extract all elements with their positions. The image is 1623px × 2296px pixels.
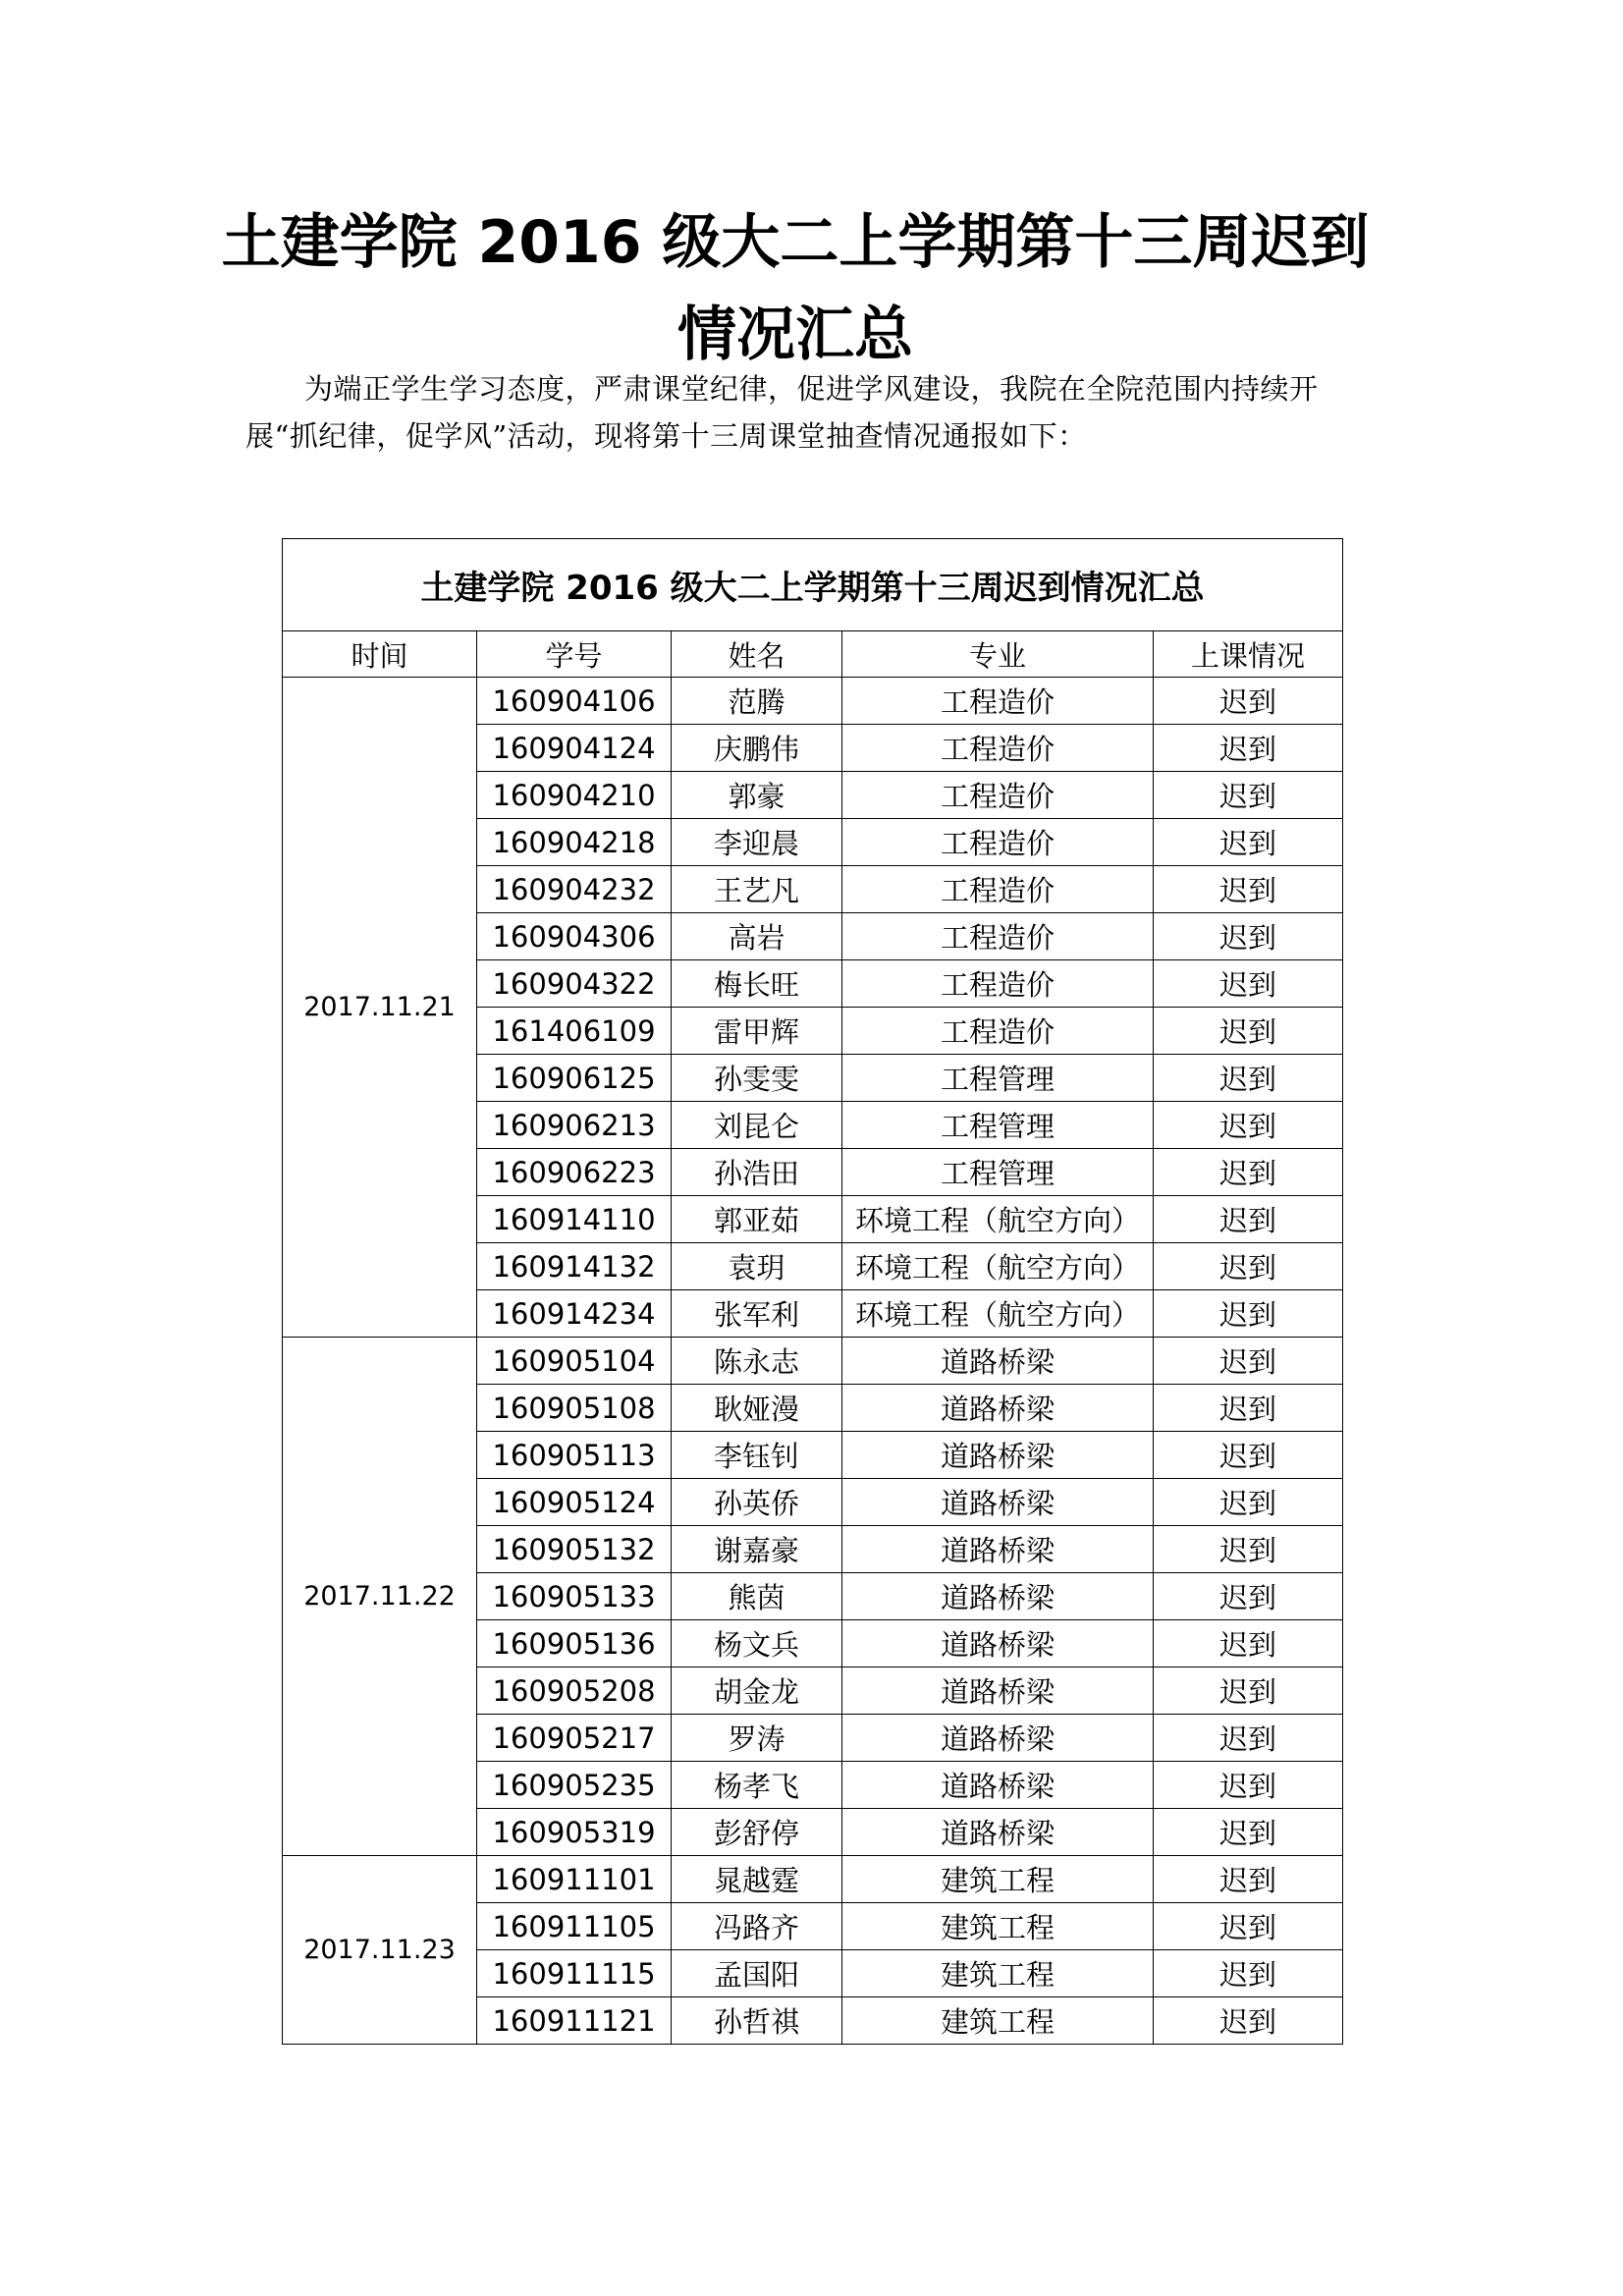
attendance-cell: 迟到 — [1154, 819, 1343, 866]
major-cell: 工程管理 — [842, 1149, 1154, 1196]
student-id-cell: 160904232 — [477, 866, 672, 913]
student-id-cell: 160905235 — [477, 1762, 672, 1809]
table-row — [283, 1856, 1343, 1903]
student-name-cell: 孟国阳 — [672, 1950, 842, 1997]
major-cell: 工程造价 — [842, 678, 1154, 725]
student-name-cell: 郭亚茹 — [672, 1196, 842, 1243]
table-row — [283, 1338, 1343, 1385]
major-cell: 道路桥梁 — [842, 1385, 1154, 1432]
student-name-cell: 王艺凡 — [672, 866, 842, 913]
date-cell: 2017.11.21 — [283, 678, 477, 1338]
major-cell: 道路桥梁 — [842, 1715, 1154, 1762]
major-cell: 工程造价 — [842, 960, 1154, 1008]
table-body — [283, 678, 1343, 2045]
student-name-cell: 梅长旺 — [672, 960, 842, 1008]
major-cell: 工程造价 — [842, 913, 1154, 960]
major-cell: 道路桥梁 — [842, 1479, 1154, 1526]
attendance-cell: 迟到 — [1154, 1573, 1343, 1620]
date-cell: 2017.11.23 — [283, 1856, 477, 2045]
major-cell: 环境工程（航空方向） — [842, 1243, 1154, 1290]
major-cell: 工程管理 — [842, 1055, 1154, 1102]
student-name-cell: 谢嘉豪 — [672, 1526, 842, 1573]
major-cell: 建筑工程 — [842, 1903, 1154, 1950]
attendance-cell: 迟到 — [1154, 1385, 1343, 1432]
student-name-cell: 范腾 — [672, 678, 842, 725]
student-name-cell: 孙英侨 — [672, 1479, 842, 1526]
attendance-cell: 迟到 — [1154, 1055, 1343, 1102]
table-title-row — [283, 539, 1343, 631]
attendance-cell: 迟到 — [1154, 1290, 1343, 1338]
student-name-cell: 冯路齐 — [672, 1903, 842, 1950]
intro-paragraph: 为端正学生学习态度，严肃课堂纪律，促进学风建设，我院在全院范围内持续开展“抓纪律，促学风”活动，现将第十三周课堂抽查情况通报如下： — [245, 372, 1319, 453]
student-name-cell: 庆鹏伟 — [672, 725, 842, 772]
student-name-cell: 孙哲祺 — [672, 1997, 842, 2045]
major-cell: 道路桥梁 — [842, 1338, 1154, 1385]
attendance-cell: 迟到 — [1154, 1149, 1343, 1196]
attendance-cell: 迟到 — [1154, 1856, 1343, 1903]
attendance-cell: 迟到 — [1154, 1243, 1343, 1290]
student-name-cell: 高岩 — [672, 913, 842, 960]
attendance-cell: 迟到 — [1154, 1620, 1343, 1667]
student-id-cell: 160911121 — [477, 1997, 672, 2045]
attendance-cell: 迟到 — [1154, 1903, 1343, 1950]
student-id-cell: 160911105 — [477, 1903, 672, 1950]
student-id-cell: 160905132 — [477, 1526, 672, 1573]
student-id-cell: 160911101 — [477, 1856, 672, 1903]
attendance-cell: 迟到 — [1154, 1762, 1343, 1809]
major-cell: 环境工程（航空方向） — [842, 1196, 1154, 1243]
attendance-cell: 迟到 — [1154, 1338, 1343, 1385]
student-id-cell: 160904322 — [477, 960, 672, 1008]
student-id-cell: 160905208 — [477, 1667, 672, 1715]
student-id-cell: 160905108 — [477, 1385, 672, 1432]
student-name-cell: 杨文兵 — [672, 1620, 842, 1667]
major-cell: 工程造价 — [842, 866, 1154, 913]
student-id-cell: 160914234 — [477, 1290, 672, 1338]
major-cell: 道路桥梁 — [842, 1620, 1154, 1667]
student-name-cell: 胡金龙 — [672, 1667, 842, 1715]
student-id-cell: 160905124 — [477, 1479, 672, 1526]
student-name-cell: 晁越霆 — [672, 1856, 842, 1903]
header-major: 专业 — [842, 631, 1154, 678]
student-name-cell: 罗涛 — [672, 1715, 842, 1762]
attendance-cell: 迟到 — [1154, 1667, 1343, 1715]
major-cell: 工程造价 — [842, 725, 1154, 772]
date-cell: 2017.11.22 — [283, 1338, 477, 1856]
major-cell: 建筑工程 — [842, 1950, 1154, 1997]
table-header-row — [283, 631, 1343, 678]
header-name: 姓名 — [672, 631, 842, 678]
header-student-id: 学号 — [477, 631, 672, 678]
student-id-cell: 161406109 — [477, 1008, 672, 1055]
major-cell: 道路桥梁 — [842, 1667, 1154, 1715]
student-id-cell: 160914110 — [477, 1196, 672, 1243]
student-name-cell: 雷甲辉 — [672, 1008, 842, 1055]
major-cell: 工程造价 — [842, 1008, 1154, 1055]
major-cell: 工程管理 — [842, 1102, 1154, 1149]
student-name-cell: 彭舒停 — [672, 1809, 842, 1856]
student-id-cell: 160906223 — [477, 1149, 672, 1196]
major-cell: 道路桥梁 — [842, 1762, 1154, 1809]
student-name-cell: 孙浩田 — [672, 1149, 842, 1196]
student-name-cell: 李迎晨 — [672, 819, 842, 866]
student-id-cell: 160906213 — [477, 1102, 672, 1149]
attendance-cell: 迟到 — [1154, 866, 1343, 913]
attendance-cell: 迟到 — [1154, 725, 1343, 772]
student-name-cell: 张军利 — [672, 1290, 842, 1338]
student-name-cell: 刘昆仑 — [672, 1102, 842, 1149]
student-name-cell: 杨孝飞 — [672, 1762, 842, 1809]
attendance-cell: 迟到 — [1154, 1102, 1343, 1149]
header-time: 时间 — [283, 631, 477, 678]
student-id-cell: 160904106 — [477, 678, 672, 725]
major-cell: 环境工程（航空方向） — [842, 1290, 1154, 1338]
student-name-cell: 孙雯雯 — [672, 1055, 842, 1102]
student-id-cell: 160904306 — [477, 913, 672, 960]
student-id-cell: 160904124 — [477, 725, 672, 772]
document-title: 土建学院 2016 级大二上学期第十三周迟到情况汇总 — [221, 208, 1370, 369]
student-id-cell: 160905319 — [477, 1809, 672, 1856]
attendance-cell: 迟到 — [1154, 913, 1343, 960]
table-title: 土建学院 2016 级大二上学期第十三周迟到情况汇总 — [283, 539, 1343, 631]
student-name-cell: 耿娅漫 — [672, 1385, 842, 1432]
attendance-cell: 迟到 — [1154, 1008, 1343, 1055]
attendance-cell: 迟到 — [1154, 1950, 1343, 1997]
attendance-cell: 迟到 — [1154, 1479, 1343, 1526]
student-id-cell: 160914132 — [477, 1243, 672, 1290]
attendance-cell: 迟到 — [1154, 772, 1343, 819]
major-cell: 建筑工程 — [842, 1997, 1154, 2045]
student-id-cell: 160904210 — [477, 772, 672, 819]
attendance-cell: 迟到 — [1154, 1432, 1343, 1479]
table-row — [283, 678, 1343, 725]
student-id-cell: 160906125 — [477, 1055, 672, 1102]
student-id-cell: 160904218 — [477, 819, 672, 866]
attendance-cell: 迟到 — [1154, 1997, 1343, 2045]
student-name-cell: 熊茵 — [672, 1573, 842, 1620]
major-cell: 道路桥梁 — [842, 1573, 1154, 1620]
lateness-table-container — [282, 538, 1342, 2045]
header-attendance: 上课情况 — [1154, 631, 1343, 678]
student-id-cell: 160905217 — [477, 1715, 672, 1762]
student-id-cell: 160905136 — [477, 1620, 672, 1667]
student-id-cell: 160905113 — [477, 1432, 672, 1479]
student-name-cell: 袁玥 — [672, 1243, 842, 1290]
major-cell: 道路桥梁 — [842, 1526, 1154, 1573]
attendance-cell: 迟到 — [1154, 960, 1343, 1008]
student-id-cell: 160905104 — [477, 1338, 672, 1385]
attendance-cell: 迟到 — [1154, 678, 1343, 725]
major-cell: 道路桥梁 — [842, 1432, 1154, 1479]
attendance-cell: 迟到 — [1154, 1809, 1343, 1856]
student-name-cell: 李钰钊 — [672, 1432, 842, 1479]
student-id-cell: 160911115 — [477, 1950, 672, 1997]
major-cell: 道路桥梁 — [842, 1809, 1154, 1856]
major-cell: 建筑工程 — [842, 1856, 1154, 1903]
major-cell: 工程造价 — [842, 819, 1154, 866]
attendance-cell: 迟到 — [1154, 1526, 1343, 1573]
lateness-table — [282, 538, 1343, 2045]
student-name-cell: 郭豪 — [672, 772, 842, 819]
major-cell: 工程造价 — [842, 772, 1154, 819]
attendance-cell: 迟到 — [1154, 1715, 1343, 1762]
attendance-cell: 迟到 — [1154, 1196, 1343, 1243]
student-id-cell: 160905133 — [477, 1573, 672, 1620]
student-name-cell: 陈永志 — [672, 1338, 842, 1385]
